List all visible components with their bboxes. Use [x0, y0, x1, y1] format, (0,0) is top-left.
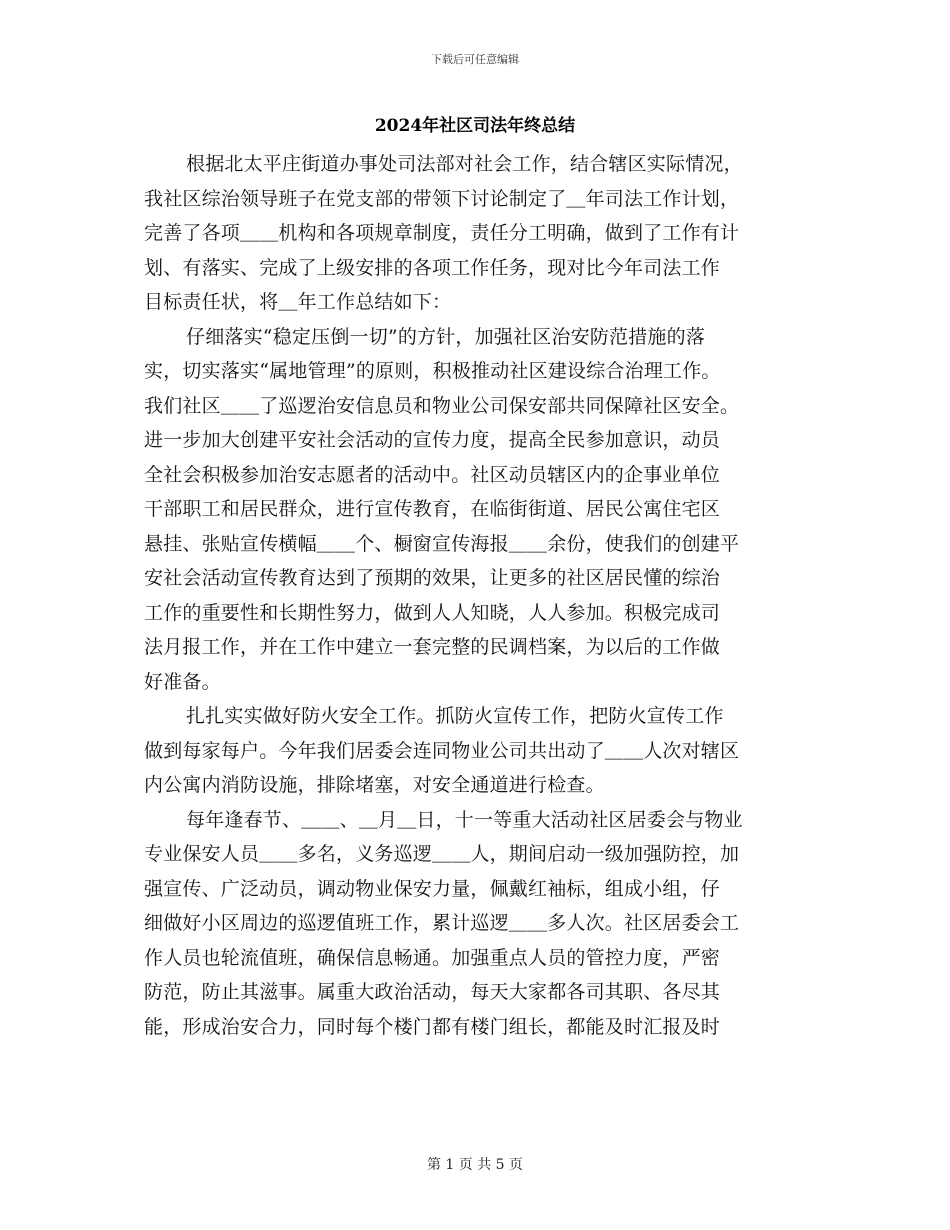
body-line: 专业保安人员＿＿多名，义务巡逻＿＿人，期间启动一级加强防控，加 — [144, 843, 740, 865]
body-line: 能，形成治安合力，同时每个楼门都有楼门组长，都能及时汇报及时 — [144, 1015, 721, 1038]
body-line: 法月报工作，并在工作中建立一套完整的民调档案，为以后的工作做 — [144, 636, 721, 658]
document-title: 2024年社区司法年终总结 — [374, 116, 576, 136]
body-line: 进一步加大创建平安社会活动的宣传力度，提高全民参加意识，动员 — [144, 429, 721, 451]
body-line: 目标责任状，将＿年工作总结如下： — [144, 291, 452, 313]
body-line: 做到每家每户。今年我们居委会连同物业公司共出动了＿＿人次对辖区 — [144, 739, 740, 762]
body-line: 安社会活动宣传教育达到了预期的效果，让更多的社区居民懂的综治 — [144, 567, 721, 589]
body-line: 防范，防止其滋事。属重大政治活动，每天大家都各司其职、各尽其 — [144, 981, 721, 1003]
body-line: 实，切实落实“属地管理”的原则，积极推动社区建设综合治理工作。 — [144, 360, 721, 382]
page-footer: 第 1 页 共 5 页 — [426, 1157, 524, 1173]
body-line: 内公寓内消防设施，排除堵塞，对安全通道进行检查。 — [144, 774, 605, 796]
body-line: 我们社区＿＿了巡逻治安信息员和物业公司保安部共同保障社区安全。 — [144, 394, 740, 417]
body-line: 细做好小区周边的巡逻值班工作，累计巡逻＿＿多人次。社区居委会工 — [144, 912, 740, 934]
body-line: 每年逢春节、＿＿、＿月＿日，十一等重大活动社区居委会与物业 — [186, 808, 743, 831]
body-line: 全社会积极参加治安志愿者的活动中。社区动员辖区内的企事业单位 — [144, 463, 721, 486]
header-note: 下载后可任意编辑 — [431, 53, 519, 66]
body-line: 工作的重要性和长期性努力，做到人人知晓，人人参加。积极完成司 — [144, 601, 721, 624]
body-line: 干部职工和居民群众，进行宣传教育，在临街街道、居民公寓住宅区 — [144, 498, 721, 520]
body-line: 完善了各项＿＿机构和各项规章制度，责任分工明确，做到了工作有计 — [144, 222, 740, 244]
body-line: 扎扎实实做好防火安全工作。抓防火宣传工作，把防火宣传工作 — [186, 705, 724, 727]
body-line: 我社区综治领导班子在党支部的带领下讨论制定了＿年司法工作计划， — [144, 187, 740, 210]
body-line: 划、有落实、完成了上级安排的各项工作任务，现对比今年司法工作 — [144, 256, 721, 279]
body-line: 强宣传、广泛动员，调动物业保安力量，佩戴红袖标，组成小组，仔 — [144, 877, 721, 900]
body-line: 作人员也轮流值班，确保信息畅通。加强重点人员的管控力度，严密 — [144, 946, 721, 969]
body-line: 仔细落实“稳定压倒一切”的方针，加强社区治安防范措施的落 — [186, 325, 706, 348]
body-line: 根据北太平庄街道办事处司法部对社会工作，结合辖区实际情况， — [186, 153, 743, 175]
document-body — [144, 147, 806, 1044]
body-line: 好准备。 — [144, 670, 221, 693]
body-line: 悬挂、张贴宣传横幅＿＿个、橱窗宣传海报＿＿余份，使我们的创建平 — [144, 532, 740, 555]
